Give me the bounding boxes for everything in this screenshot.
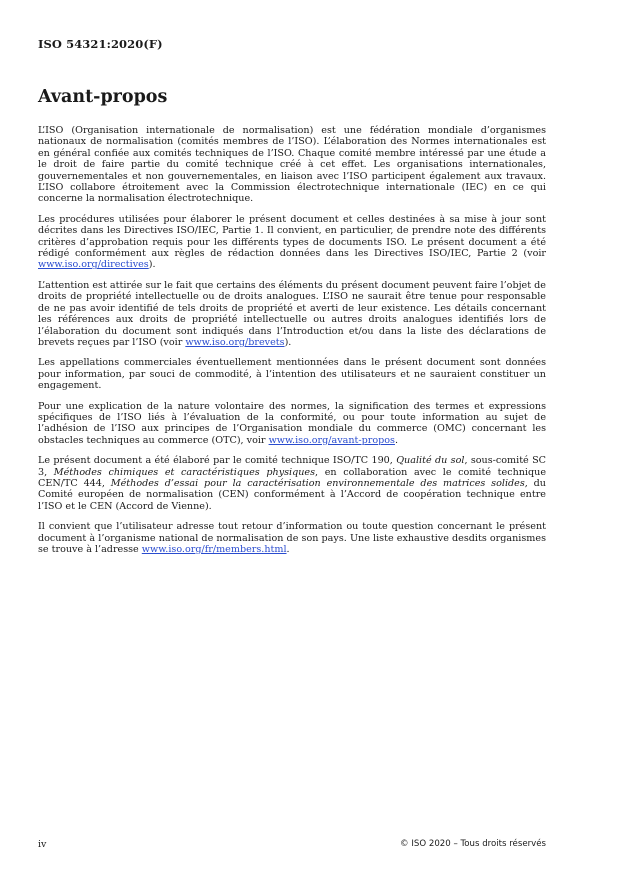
- paragraph-text-end: .: [394, 434, 399, 446]
- paragraph-feedback: [38, 521, 546, 555]
- copyright-notice: © ISO 2020 – Tous droits réservés: [400, 839, 546, 849]
- paragraph-text-end: .: [286, 544, 290, 555]
- paragraph-procedures: [38, 214, 546, 271]
- paragraph-text: Pour une explication de la nature volontaire des normes, la signification des termes et expressions spécifiques de l’ISO liés à l’évaluation de la conformité, ou pour toute information au sujet de l’adhésion de l’ISO aux principes de l’Organisation mondiale du commerce (OMC) concernant les obstacles techniques au commerce (OTC), voir: [38, 400, 546, 446]
- foreword-link[interactable]: www.iso.org/avant-propos: [268, 434, 395, 446]
- paragraph-patents: [38, 280, 546, 348]
- foreword-body: [38, 125, 546, 564]
- committee-subject: Qualité du sol: [396, 455, 465, 467]
- paragraph-text: Le présent document a été élaboré par le comité technique ISO/TC 190,: [38, 455, 397, 467]
- paragraph-committee: [38, 455, 546, 512]
- paragraph-text-end: ).: [148, 259, 156, 271]
- paragraph-text-end: ).: [284, 336, 292, 348]
- paragraph-text: Les procédures utilisées pour élaborer le présent document et celles destinées à sa mise à jour sont décrites dans les Directives ISO/IEC, Partie 1. Il convient, en particulier, de prendre note des différents critères d’approbation requis pour les différents types de documents ISO. Le présent document a été rédigé conformément aux règles de rédaction données dans les Directives ISO/IEC, Partie 2 (voir: [38, 213, 546, 260]
- paragraph-text: , du Comité européen de normalisation (CEN) conformément à l’Accord de coopération technique entre l’ISO et le CEN (Accord de Vienne).: [38, 477, 546, 512]
- paragraph-text: L’attention est attirée sur le fait que certains des éléments du présent document peuvent faire l’objet de droits de propriété intellectuelle ou de droits analogues. L’ISO ne saurait être tenue pour responsable de ne pas avoir identifié de tels droits de propriété et averti de leur existence. Les détails concernant les références aux droits de propriété intellectuelle ou autres droits analogues identifiés lors de l’élaboration du document sont indiqués dans l’Introduction et/ou dans la liste des déclarations de brevets reçues par l’ISO (voir: [38, 279, 546, 348]
- paragraph-trade-names: [38, 357, 546, 391]
- members-link[interactable]: www.iso.org/fr/members.html: [141, 544, 287, 555]
- paragraph-text: Il convient que l’utilisateur adresse tout retour d’information ou toute question concernant le présent document à l’organisme national de normalisation de son pays. Une liste exhaustive desdits organismes se trouve à l’adresse: [38, 521, 546, 555]
- paragraph-text: L’ISO (Organisation internationale de normalisation) est une fédération mondiale d’organismes nationaux de normalisation (comités membres de l’ISO). L’élaboration des Normes internationales est en général confiée aux comités techniques de l’ISO. Chaque comité membre intéressé par une étude a le droit de faire partie du comité technique créé à cet effet. Les organisations internationales, gouvernementales et non gouvernementales, en liaison avec l’ISO participent également aux travaux. L’ISO collabore étroitement avec la Commission électrotechnique internationale (IEC) en ce qui concerne la normalisation électrotechnique.: [38, 125, 546, 205]
- document-id-header: ISO 54321:2020(F): [38, 37, 163, 51]
- subcommittee-subject: Méthodes chimiques et caractéristiques physiques: [53, 466, 316, 478]
- paragraph-text: , en collaboration avec le comité technique CEN/TC 444,: [38, 466, 546, 489]
- patents-link[interactable]: www.iso.org/brevets: [185, 336, 285, 348]
- paragraph-voluntary-nature: [38, 401, 546, 447]
- paragraph-iso-intro: [38, 125, 546, 205]
- paragraph-text: , sous-comité SC 3,: [38, 455, 547, 478]
- paragraph-text: Les appellations commerciales éventuellement mentionnées dans le présent document sont données pour information, par souci de commodité, à l’intention des utilisateurs et ne sauraient constituer un engagement.: [38, 357, 546, 392]
- cen-committee-subject: Méthodes d’essai pour la caractérisation environnementale des matrices solides: [110, 477, 525, 489]
- directives-link[interactable]: www.iso.org/directives: [38, 259, 149, 271]
- section-title: Avant-propos: [38, 87, 168, 107]
- page-number: iv: [38, 839, 47, 850]
